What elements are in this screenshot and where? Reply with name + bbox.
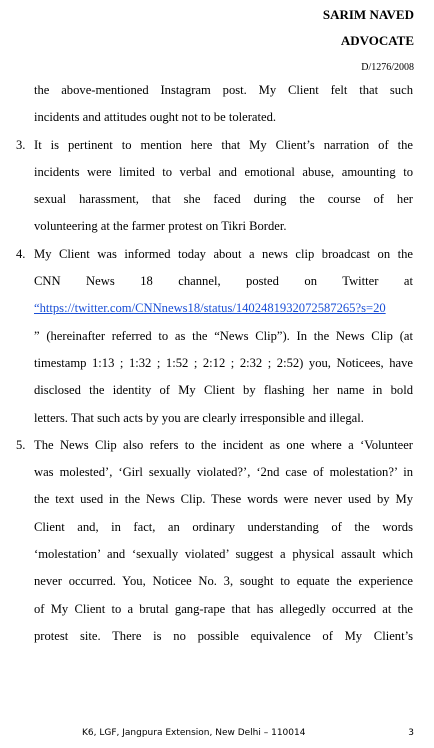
text-line: letters. That such acts by you are clearly irresponsible and illegal. <box>34 410 364 425</box>
text-line: disclosed the identity of My Client by flashing her name in bold <box>34 383 413 398</box>
text-line: incidents and attitudes ought not to be tolerated. <box>34 110 277 125</box>
text-line: of My Client to a brutal gang-rape that has allegedly occurred at the <box>34 601 413 616</box>
text-line: ” (hereinafter referred to as the “News Clip”). In the News Clip (at <box>34 328 413 343</box>
tweet-link[interactable]: “https://twitter.com/CNNnews18/status/1402481932072587265?s=20 <box>34 301 386 316</box>
paragraph-number: 4. <box>16 246 26 261</box>
text-line: sexual harassment, that she faced during the course of her <box>34 192 413 207</box>
paragraph-3 <box>0 132 434 241</box>
text-line: CNN News 18 channel, posted on Twitter at <box>34 274 413 289</box>
paragraph-number: 5. <box>16 437 26 452</box>
text-line: was molested’, ‘Girl sexually violated?’, ‘2nd case of molestation?’ in <box>34 465 413 480</box>
text-line: The News Clip also refers to the incident as one where a ‘Volunteer <box>34 437 413 452</box>
paragraph-4 <box>0 241 434 432</box>
enrolment-number: D/1276/2008 <box>361 62 414 73</box>
text-line: My Client was informed today about a news clip broadcast on the <box>34 246 413 261</box>
text-line: the text used in the News Clip. These words were never used by My <box>34 492 413 507</box>
text-line: the above-mentioned Instagram post. My Client felt that such <box>34 83 413 97</box>
text-line: timestamp 1:13 ; 1:32 ; 1:52 ; 2:12 ; 2:32 ; 2:52) you, Noticees, have <box>34 355 413 370</box>
text-line: ‘molestation’ and ‘sexually violated’ suggest a physical assault which <box>34 547 413 562</box>
text-line: protest site. There is no possible equivalence of My Client’s <box>34 628 413 643</box>
letter-body <box>0 77 434 650</box>
text-line: volunteering at the farmer protest on Tikri Border. <box>34 219 287 234</box>
text-line: It is pertinent to mention here that My Client’s narration of the <box>34 137 413 152</box>
paragraph-number: 3. <box>16 137 26 152</box>
text-line: never occurred. You, Noticee No. 3, sought to equate the experience <box>34 574 413 589</box>
advocate-name: SARIM NAVED <box>322 7 414 22</box>
advocate-title: ADVOCATE <box>340 33 414 48</box>
page-number: 3 <box>408 728 414 738</box>
continuation-paragraph <box>0 77 434 132</box>
paragraph-5 <box>0 432 434 650</box>
text-line: incidents were limited to verbal and emotional abuse, amounting to <box>34 164 413 179</box>
text-line: Client and, in fact, an ordinary understanding of the words <box>34 519 413 534</box>
office-address: K6, LGF, Jangpura Extension, New Delhi – 110014 <box>82 728 306 738</box>
